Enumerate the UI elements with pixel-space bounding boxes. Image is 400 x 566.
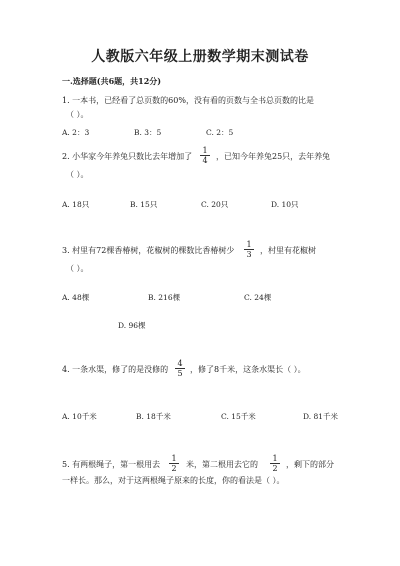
question-3-fraction xyxy=(244,240,254,259)
question-5-fraction-2 xyxy=(270,454,280,473)
question-5-line-2: 一样长。那么，对于这两根绳子原来的长度，你的看法是（ ）。 xyxy=(62,476,285,485)
question-1-line-2: （ ）。 xyxy=(66,110,89,119)
section-heading: 一.选择题(共6题，共12分) xyxy=(62,76,162,86)
question-3-option-a: A. 48棵 xyxy=(62,293,90,302)
question-4-line-1-start: 4. 一条水渠，修了的是没修的 xyxy=(62,365,169,374)
fraction-numerator: 1 xyxy=(244,240,254,250)
fraction-denominator: 2 xyxy=(272,464,278,473)
fraction-numerator: 1 xyxy=(270,454,280,464)
question-2-line-1-end: ，已知今年养兔25只，去年养兔 xyxy=(216,152,331,161)
question-4-option-a: A. 10千米 xyxy=(62,412,97,421)
question-4-option-d: D. 81千米 xyxy=(303,412,339,421)
question-1-option-b: B. 3：5 xyxy=(134,128,162,137)
question-4-line-1-end: ，修了8千米，这条水渠长（ ）。 xyxy=(190,365,306,374)
question-1-line-1: 1. 一本书，已经看了总页数的60%，没有看的页数与全书总页数的比是 xyxy=(62,96,314,105)
question-3-option-b: B. 216棵 xyxy=(148,293,181,302)
question-2-line-1-start: 2. 小华家今年养兔只数比去年增加了 xyxy=(62,152,193,161)
page-title: 人教版六年级上册数学期末测试卷 xyxy=(91,49,309,65)
question-3-option-c: C. 24棵 xyxy=(244,293,272,302)
question-2-fraction xyxy=(200,146,210,165)
question-5-line-1-end: ，剩下的部分 xyxy=(286,460,334,469)
question-5-fraction-1 xyxy=(169,454,179,473)
question-2-option-a: A. 18只 xyxy=(62,200,90,209)
question-4-option-b: B. 18千米 xyxy=(136,412,171,421)
question-4-option-c: C. 15千米 xyxy=(221,412,256,421)
question-3-line-2: （ ）。 xyxy=(66,264,89,273)
question-2-option-c: C. 20只 xyxy=(201,200,229,209)
fraction-denominator: 3 xyxy=(246,250,252,259)
question-1-option-c: C. 2：5 xyxy=(206,128,234,137)
question-2-option-d: D. 10只 xyxy=(271,200,299,209)
question-1-option-a: A. 2：3 xyxy=(62,128,90,137)
question-3-line-1-start: 3. 村里有72棵香椿树，花椒树的棵数比香椿树少 xyxy=(62,246,235,255)
question-2-line-2: （ ）。 xyxy=(66,170,89,179)
question-3-option-d: D. 96棵 xyxy=(118,321,146,330)
fraction-denominator: 4 xyxy=(202,156,208,165)
question-5-line-1-middle: 米，第二根用去它的 xyxy=(186,460,258,469)
question-4-fraction xyxy=(175,359,185,378)
question-5-line-1-start: 5. 有两根绳子，第一根用去 xyxy=(62,460,161,469)
fraction-denominator: 5 xyxy=(177,369,183,378)
question-3-line-1-end: ，村里有花椒树 xyxy=(260,246,316,255)
fraction-numerator: 4 xyxy=(175,359,185,369)
question-2-option-b: B. 15只 xyxy=(130,200,158,209)
fraction-numerator: 1 xyxy=(200,146,210,156)
fraction-denominator: 2 xyxy=(171,464,177,473)
fraction-numerator: 1 xyxy=(169,454,179,464)
